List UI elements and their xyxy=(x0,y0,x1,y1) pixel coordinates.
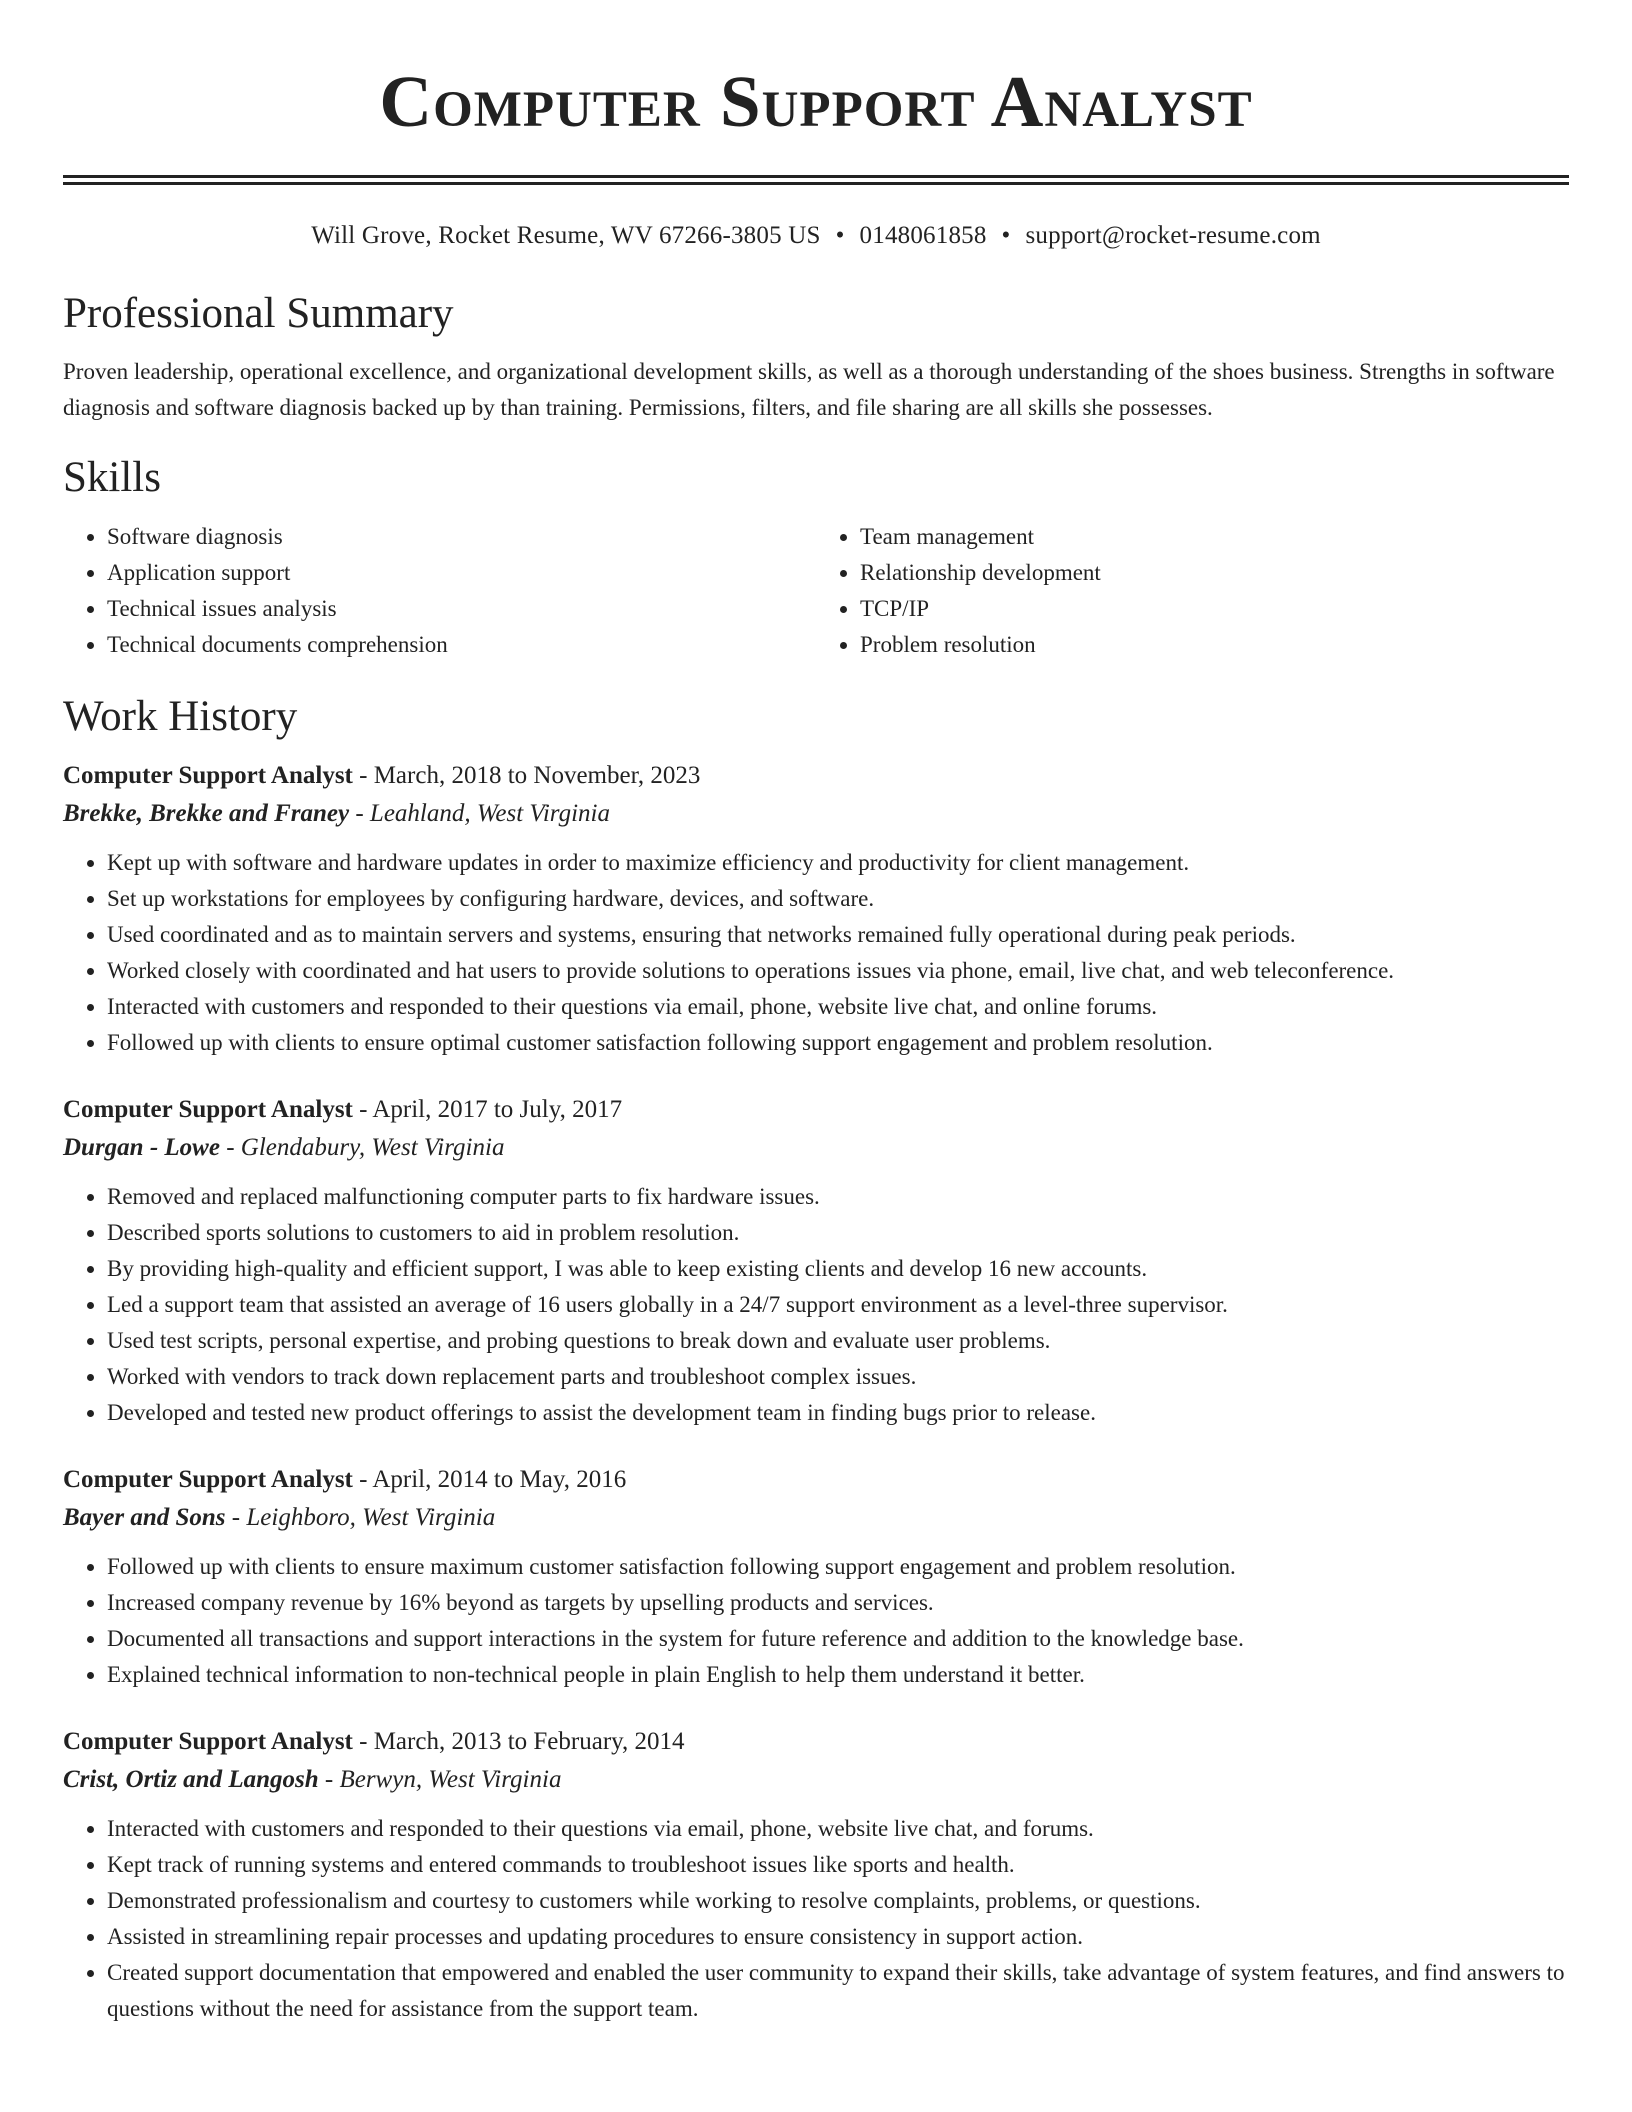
skills-heading: Skills xyxy=(63,454,161,501)
job-bullet: • Demonstrated professionalism and courtesy to customers while working to resolve complaints, problems, or questions. xyxy=(107,1883,1569,1919)
job-bullet: • Followed up with clients to ensure maximum customer satisfaction following support engagement and problem resolution. xyxy=(107,1549,1569,1585)
job-bullet: • Created support documentation that empowered and enabled the user community to expand their skills, take advantage of system features, and find answers to questions without the need for assistance from the support team. xyxy=(107,1955,1569,2027)
job-dates: - March, 2013 to February, 2014 xyxy=(352,1728,685,1755)
resume-title: Computer Support Analyst xyxy=(379,61,1253,142)
job-bullet: • Kept up with software and hardware updates in order to maximize efficiency and productivity for client management. xyxy=(107,845,1569,881)
job-company: Durgan - Lowe xyxy=(63,1134,220,1161)
job-bullet: • Worked with vendors to track down replacement parts and troubleshoot complex issues. xyxy=(107,1359,1569,1395)
job-bullets xyxy=(63,1549,1569,1693)
skill-item: • Technical documents comprehension xyxy=(107,627,816,663)
job-location: - Berwyn, West Virginia xyxy=(318,1766,562,1793)
skill-item: • Team management xyxy=(860,519,1569,555)
work-history-heading: Work History xyxy=(63,693,298,740)
contact-address: Will Grove, Rocket Resume, WV 67266-3805 US xyxy=(311,222,821,249)
job-role: Computer Support Analyst xyxy=(63,1466,353,1493)
skills-column-right xyxy=(816,519,1569,663)
job-company-line xyxy=(63,1761,1569,1799)
skills-list-left xyxy=(63,519,816,663)
job-dates: - April, 2014 to May, 2016 xyxy=(352,1466,627,1493)
job-company-line xyxy=(63,1129,1569,1167)
job-title-line xyxy=(63,1091,1569,1129)
job-bullet: • Interacted with customers and responded to their questions via email, phone, website live chat, and forums. xyxy=(107,1811,1569,1847)
skills-grid xyxy=(63,519,1569,663)
contact-email: support@rocket-resume.com xyxy=(1025,222,1321,249)
summary-text: Proven leadership, operational excellence, and organizational development skills, as well as a thorough understanding of the shoes business. Strengths in software diagnosis and software diagnosis backed up by than training. Permissions, filters, and file sharing are all skills she possesses. xyxy=(63,359,1555,420)
job-bullet: • Led a support team that assisted an average of 16 users globally in a 24/7 support environment as a level-three supervisor. xyxy=(107,1287,1569,1323)
contact-line xyxy=(63,219,1569,253)
job-bullet: • Removed and replaced malfunctioning computer parts to fix hardware issues. xyxy=(107,1179,1569,1215)
job-dates: - March, 2018 to November, 2023 xyxy=(352,762,701,789)
job-role: Computer Support Analyst xyxy=(63,762,353,789)
job-bullet: • Documented all transactions and support interactions in the system for future reference and addition to the knowledge base. xyxy=(107,1621,1569,1657)
skill-item: • Problem resolution xyxy=(860,627,1569,663)
job-bullets xyxy=(63,1811,1569,2027)
job-bullet: • Assisted in streamlining repair processes and updating procedures to ensure consistency in support action. xyxy=(107,1919,1569,1955)
job-company: Crist, Ortiz and Langosh xyxy=(63,1766,319,1793)
contact-phone: 0148061858 xyxy=(859,222,987,249)
job-location: - Leighboro, West Virginia xyxy=(225,1504,496,1531)
job-bullet: • Increased company revenue by 16% beyond as targets by upselling products and services. xyxy=(107,1585,1569,1621)
job-entry xyxy=(63,1091,1569,1431)
job-bullet: • Interacted with customers and responded to their questions via email, phone, website live chat, and online forums. xyxy=(107,989,1569,1025)
job-entry xyxy=(63,1461,1569,1693)
skills-column-left xyxy=(63,519,816,663)
job-bullet: • Explained technical information to non-technical people in plain English to help them understand it better. xyxy=(107,1657,1569,1693)
skill-item: • Relationship development xyxy=(860,555,1569,591)
job-title-line xyxy=(63,1723,1569,1761)
job-bullet: • Used test scripts, personal expertise, and probing questions to break down and evaluate user problems. xyxy=(107,1323,1569,1359)
job-entry xyxy=(63,1723,1569,2027)
job-bullet: • Kept track of running systems and entered commands to troubleshoot issues like sports and health. xyxy=(107,1847,1569,1883)
job-dates: - April, 2017 to July, 2017 xyxy=(352,1096,623,1123)
skill-item: • Technical issues analysis xyxy=(107,591,816,627)
job-company: Brekke, Brekke and Franey xyxy=(63,800,350,827)
job-bullets xyxy=(63,845,1569,1061)
skill-item: • Software diagnosis xyxy=(107,519,816,555)
job-bullet: • Described sports solutions to customers to aid in problem resolution. xyxy=(107,1215,1569,1251)
job-location: - Glendabury, West Virginia xyxy=(219,1134,505,1161)
skill-item: • Application support xyxy=(107,555,816,591)
job-bullet: • Followed up with clients to ensure optimal customer satisfaction following support engagement and problem resolution. xyxy=(107,1025,1569,1061)
job-bullet: • Worked closely with coordinated and hat users to provide solutions to operations issues via phone, email, live chat, and web teleconference. xyxy=(107,953,1569,989)
job-company: Bayer and Sons xyxy=(63,1504,226,1531)
job-company-line xyxy=(63,795,1569,833)
job-location: - Leahland, West Virginia xyxy=(349,800,610,827)
contact-separator: • xyxy=(835,222,845,249)
job-bullets xyxy=(63,1179,1569,1431)
skills-list-right xyxy=(816,519,1569,663)
job-title-line xyxy=(63,757,1569,795)
skill-item: • TCP/IP xyxy=(860,591,1569,627)
job-role: Computer Support Analyst xyxy=(63,1728,353,1755)
title-double-rule xyxy=(63,175,1569,185)
job-bullet: • Developed and tested new product offerings to assist the development team in finding bugs prior to release. xyxy=(107,1395,1569,1431)
job-bullet: • Set up workstations for employees by configuring hardware, devices, and software. xyxy=(107,881,1569,917)
job-bullet: • Used coordinated and as to maintain servers and systems, ensuring that networks remained fully operational during peak periods. xyxy=(107,917,1569,953)
contact-separator: • xyxy=(1001,222,1011,249)
job-role: Computer Support Analyst xyxy=(63,1096,353,1123)
job-title-line xyxy=(63,1461,1569,1499)
summary-heading: Professional Summary xyxy=(63,290,454,337)
job-entry xyxy=(63,757,1569,1061)
job-bullet: • By providing high-quality and efficient support, I was able to keep existing clients and develop 16 new accounts. xyxy=(107,1251,1569,1287)
job-company-line xyxy=(63,1499,1569,1537)
